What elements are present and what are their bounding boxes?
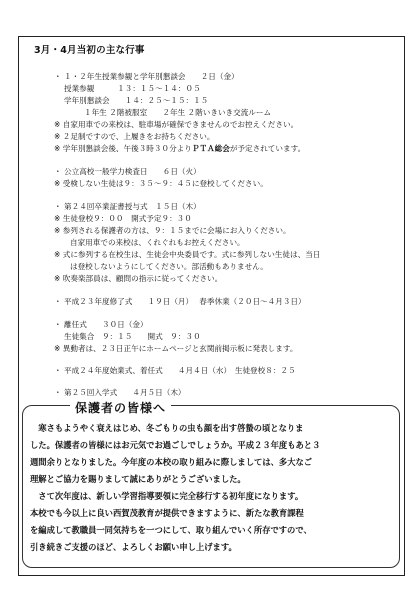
event-line: ※ 受検しない生徒は９：３５～９：４５に登校してください。 bbox=[54, 179, 268, 188]
event-line: ※ 式に参列する在校生は、生徒会中央委員です。式に参列しない生徒は、当日 bbox=[54, 250, 321, 259]
event-line: ※ 自家用車での来校は、駐車場が確保できませんのでお控えください。 bbox=[54, 120, 299, 129]
event-line: ・ 離任式 ３０日（金） bbox=[54, 320, 148, 329]
greeting-line: 引き続きご支援のほど、よろしくお願い申し上げます。 bbox=[30, 542, 237, 552]
event-line: ※ ２足制ですので、上履きをお持ちください。 bbox=[54, 132, 215, 141]
event-line: 生徒集合 ９：１５ 開式 ９：３０ bbox=[64, 332, 201, 341]
greeting-line: さて次年度は、新しい学習指導要領に完全移行する初年度になります。 bbox=[30, 491, 304, 501]
event-line: ・ １・２年生授業参観と学年別懇談会 ２日（金） bbox=[54, 72, 239, 81]
greeting-line: 本校でも今以上に良い西賀茂教育が提供できますように、新たな教育課程 bbox=[30, 508, 304, 518]
greeting-line: 寒さもようやく衰えはじめ、冬ごもりの虫も顔を出す啓蟄の頃となりま bbox=[30, 423, 304, 433]
event-line: 学年別懇談会 １４：２５～１５：１５ bbox=[64, 96, 209, 105]
greeting-title: 保護者の皆様へ bbox=[70, 399, 171, 416]
event-line: ・ 平成２４年度始業式、着任式 ４月４日（水） 生徒登校８：２５ bbox=[54, 366, 296, 375]
event-line: ・ 平成２３年度修了式 １９日（月） 春季休業（２０日～４月３日） bbox=[54, 297, 306, 306]
event-line: ※ 生徒登校９：００ 開式予定９：３０ bbox=[54, 214, 192, 223]
event-line: ・ 第２４回卒業証書授与式 １５日（木） bbox=[54, 202, 201, 211]
event-line: ※ 異動者は、２３日正午にホームページと玄関前掲示板に発表します。 bbox=[54, 344, 298, 353]
greeting-line: した。保護者の皆様にはお元気でお過ごしでしょうか。平成２３年度もあと３ bbox=[30, 440, 321, 450]
greeting-line: 週間余りとなりました。今年度の本校の取り組みに際しましては、多大なご bbox=[30, 457, 313, 467]
pta-meeting-label: ＰＴＡ総会 bbox=[191, 144, 230, 153]
greeting-line: を編成して教職員一同気持ちを一つにして、取り組んでいく所存ですので、 bbox=[30, 525, 312, 535]
event-line: ※ 参列される保護者の方は、９：１５までに会場にお入りください。 bbox=[54, 226, 291, 235]
event-line: １年生 ２階被服室 ２年生 ２階いきいき交流ルーム bbox=[84, 108, 272, 117]
page-title: 3月・4月当初の主な行事 bbox=[34, 45, 145, 56]
event-line: 自家用車での来校は、くれぐれもお控えください。 bbox=[70, 238, 245, 247]
greeting-line: 理解とご協力を賜りまして誠にありがとうございました。 bbox=[30, 474, 246, 484]
event-line: ・ 公立高校一般学力検査日 ６日（火） bbox=[54, 167, 201, 176]
event-line: 授業参観 １３：１５～１４：０５ bbox=[64, 84, 201, 93]
event-line: ※ 吹奏楽部員は、顧問の指示に従ってください。 bbox=[54, 274, 223, 283]
event-line: ※ 学年別懇談会後、午後３時３０分よりＰＴＡ総会が予定されています。 bbox=[54, 144, 306, 153]
event-line: は登校しないようにしてください。部活動もありません。 bbox=[70, 262, 268, 271]
event-line: ・ 第２５回入学式 ４月５日（木） bbox=[54, 388, 186, 397]
